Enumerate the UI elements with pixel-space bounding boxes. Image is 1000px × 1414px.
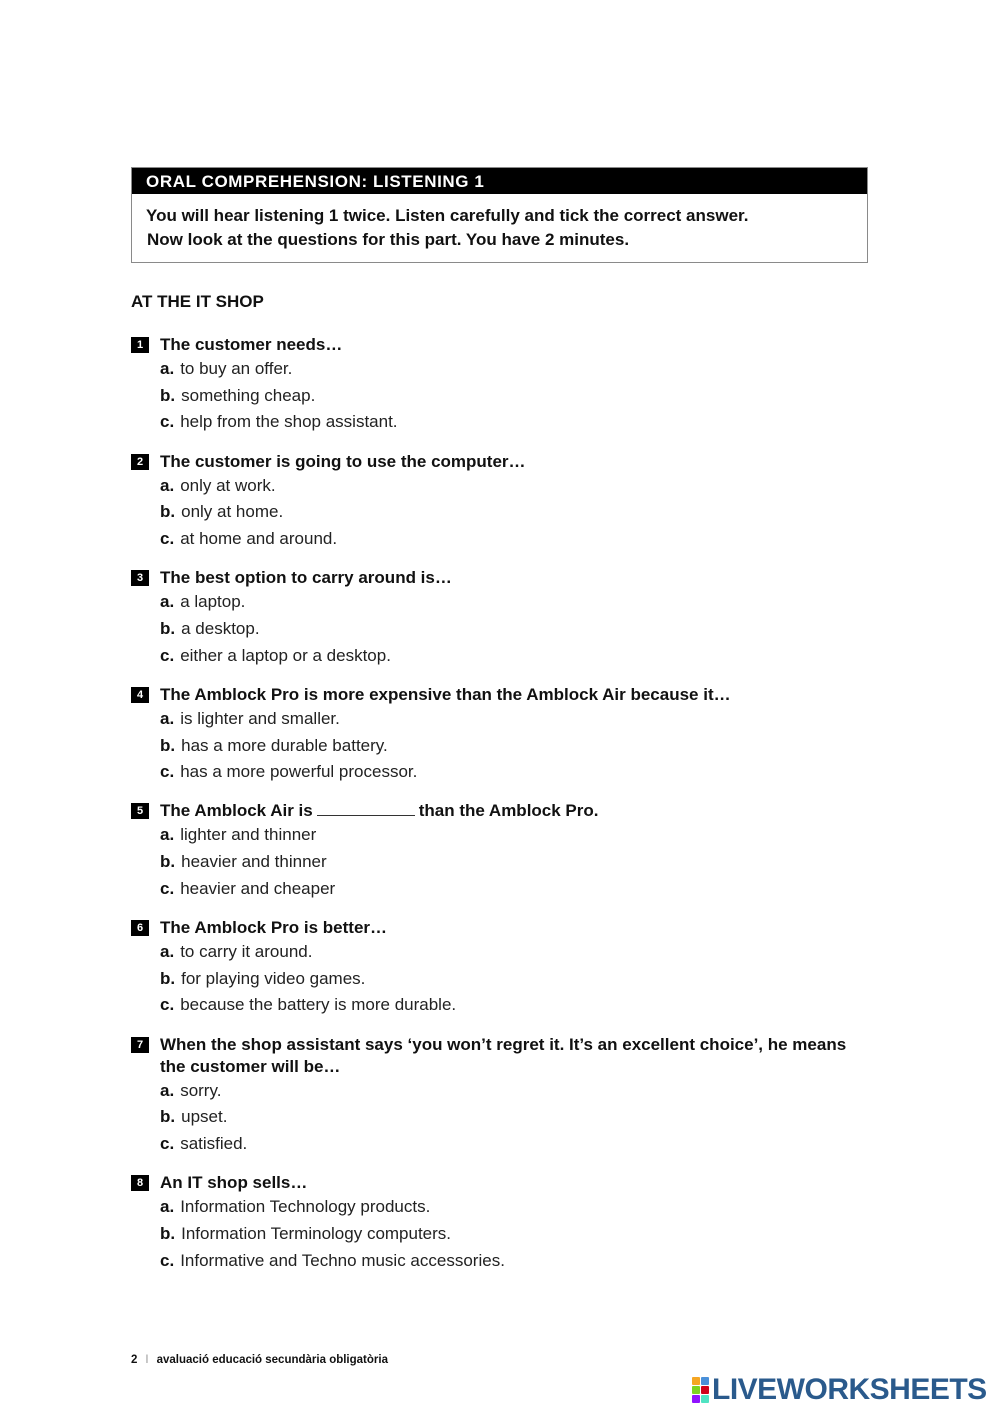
answer-option[interactable] xyxy=(160,383,876,410)
option-letter: a. xyxy=(160,475,175,495)
question-text-before-blank: The Amblock Air is xyxy=(160,801,313,821)
answer-option[interactable] xyxy=(160,473,876,500)
instruction-line-2: Now look at the questions for this part. You have 2 minutes. xyxy=(147,230,630,249)
option-text: either a laptop or a desktop. xyxy=(180,645,391,665)
option-letter: a. xyxy=(160,708,175,728)
question-text: The best option to carry around is… xyxy=(160,568,452,588)
logo-tile xyxy=(701,1395,709,1403)
answer-option[interactable] xyxy=(160,1221,876,1248)
option-text: has a more durable battery. xyxy=(181,735,388,755)
answer-option[interactable] xyxy=(160,759,876,786)
option-letter: c. xyxy=(160,878,175,898)
option-text: something cheap. xyxy=(181,385,316,405)
answer-option[interactable] xyxy=(160,1131,876,1158)
answer-option[interactable] xyxy=(160,966,876,993)
answer-option[interactable] xyxy=(160,939,876,966)
question-number-badge: 2 xyxy=(131,454,149,470)
option-letter: a. xyxy=(160,592,175,612)
logo-icon xyxy=(692,1377,709,1403)
option-text: to buy an offer. xyxy=(180,359,293,378)
question-heading xyxy=(131,1034,876,1078)
option-letter: c. xyxy=(160,529,175,549)
question-text: An IT shop sells… xyxy=(160,1173,308,1193)
instruction-line-1: You will hear listening 1 twice. Listen carefully and tick the correct answer. xyxy=(146,206,749,225)
option-text: to carry it around. xyxy=(180,942,313,962)
option-text: a laptop. xyxy=(180,592,246,612)
question-number-badge: 1 xyxy=(131,337,149,353)
question-text: The Amblock Pro is more expensive than the Amblock Air because it… xyxy=(160,684,731,704)
answer-option[interactable] xyxy=(160,1194,876,1221)
option-letter: c. xyxy=(160,1134,175,1154)
question-text-after-blank: than the Amblock Pro. xyxy=(418,801,599,821)
question-2 xyxy=(131,451,876,553)
question-number-badge: 3 xyxy=(131,570,149,586)
option-text: upset. xyxy=(181,1107,228,1127)
option-letter: b. xyxy=(160,385,176,405)
answer-option[interactable] xyxy=(160,409,876,436)
answer-option[interactable] xyxy=(160,876,876,903)
question-heading xyxy=(131,334,876,356)
option-letter: a. xyxy=(160,942,175,962)
answer-options xyxy=(131,939,876,1019)
option-text: Information Terminology computers. xyxy=(181,1223,452,1243)
question-heading xyxy=(131,917,876,939)
option-letter: a. xyxy=(160,825,175,845)
question-heading xyxy=(131,800,876,822)
option-letter: b. xyxy=(160,618,176,638)
question-1 xyxy=(131,334,876,436)
question-number-badge: 7 xyxy=(131,1037,149,1053)
option-text: is lighter and smaller. xyxy=(180,708,340,728)
option-text: heavier and thinner xyxy=(181,852,327,872)
logo-tile xyxy=(692,1377,700,1385)
instructions-box xyxy=(131,167,868,263)
answer-option[interactable] xyxy=(160,643,876,670)
option-text: help from the shop assistant. xyxy=(180,412,398,432)
question-6 xyxy=(131,917,876,1019)
option-letter: c. xyxy=(160,995,175,1015)
option-text: Information Technology products. xyxy=(180,1197,431,1217)
question-list xyxy=(131,334,876,1289)
answer-option[interactable] xyxy=(160,526,876,553)
question-5 xyxy=(131,800,876,902)
answer-option[interactable] xyxy=(160,706,876,733)
option-letter: a. xyxy=(160,1080,175,1100)
liveworksheets-logo xyxy=(692,1373,987,1407)
answer-options xyxy=(131,589,876,669)
option-letter: b. xyxy=(160,735,176,755)
logo-tile xyxy=(701,1386,709,1394)
answer-options xyxy=(131,1194,876,1274)
option-text: heavier and cheaper xyxy=(180,878,336,898)
option-letter: b. xyxy=(160,1107,176,1127)
option-text: sorry. xyxy=(180,1080,222,1100)
option-letter: a. xyxy=(160,359,175,378)
answer-option[interactable] xyxy=(160,616,876,643)
question-number-badge: 6 xyxy=(131,920,149,936)
answer-option[interactable] xyxy=(160,849,876,876)
answer-options xyxy=(131,706,876,786)
answer-option[interactable] xyxy=(160,1078,876,1105)
page-title: AT THE IT SHOP xyxy=(131,292,264,311)
answer-option[interactable] xyxy=(160,733,876,760)
option-letter: c. xyxy=(160,412,175,432)
answer-option[interactable] xyxy=(160,1248,876,1275)
option-text: lighter and thinner xyxy=(180,825,317,845)
option-letter: b. xyxy=(160,968,176,988)
question-number-badge: 8 xyxy=(131,1175,149,1191)
logo-tile xyxy=(692,1386,700,1394)
question-text: When the shop assistant says ‘you won’t regret it. It’s an excellent choice’, he means the customer will be… xyxy=(160,1034,847,1076)
logo-tile xyxy=(692,1395,700,1403)
answer-options xyxy=(131,473,876,553)
option-text: at home and around. xyxy=(180,529,338,549)
answer-option[interactable] xyxy=(160,1104,876,1131)
question-text xyxy=(160,800,876,822)
page-number: 2 xyxy=(131,1354,138,1366)
answer-options xyxy=(131,356,876,436)
question-number-badge: 5 xyxy=(131,803,149,819)
option-letter: c. xyxy=(160,645,175,665)
question-4 xyxy=(131,684,876,786)
footer-separator: I xyxy=(145,1354,149,1366)
question-heading xyxy=(131,684,876,706)
answer-options xyxy=(131,1078,876,1158)
answer-option[interactable] xyxy=(160,822,876,849)
option-text: Informative and Techno music accessories. xyxy=(180,1250,505,1270)
logo-text: LIVEWORKSHEETS xyxy=(712,1373,987,1406)
option-letter: b. xyxy=(160,1223,176,1243)
answer-option[interactable] xyxy=(160,499,876,526)
answer-option[interactable] xyxy=(160,589,876,616)
option-letter: b. xyxy=(160,502,176,522)
option-text: has a more powerful processor. xyxy=(180,762,418,782)
answer-option[interactable] xyxy=(160,356,876,383)
logo-tile xyxy=(701,1377,709,1385)
option-letter: b. xyxy=(160,852,176,872)
question-8 xyxy=(131,1172,876,1274)
option-text: because the battery is more durable. xyxy=(180,995,457,1015)
section-header: ORAL COMPREHENSION: LISTENING 1 xyxy=(132,168,867,194)
question-7 xyxy=(131,1034,876,1158)
option-text: a desktop. xyxy=(181,618,260,638)
option-text: for playing video games. xyxy=(181,968,366,988)
question-heading xyxy=(131,451,876,473)
question-3 xyxy=(131,567,876,669)
instructions-text xyxy=(132,194,867,262)
question-heading xyxy=(131,567,876,589)
answer-option[interactable] xyxy=(160,992,876,1019)
question-heading xyxy=(131,1172,876,1194)
option-text: only at home. xyxy=(181,502,284,522)
option-letter: c. xyxy=(160,762,175,782)
option-text: satisfied. xyxy=(180,1134,248,1154)
option-text: only at work. xyxy=(180,475,276,495)
option-letter: a. xyxy=(160,1197,175,1217)
answer-options xyxy=(131,822,876,902)
answer-blank xyxy=(317,801,415,816)
question-text: The Amblock Pro is better… xyxy=(160,918,388,938)
footer-text: avaluació educació secundària obligatòria xyxy=(156,1354,388,1366)
option-letter: c. xyxy=(160,1250,175,1270)
question-text: The customer is going to use the computer… xyxy=(160,451,526,471)
question-text: The customer needs… xyxy=(160,335,343,354)
question-number-badge: 4 xyxy=(131,687,149,703)
footer xyxy=(131,1354,388,1366)
